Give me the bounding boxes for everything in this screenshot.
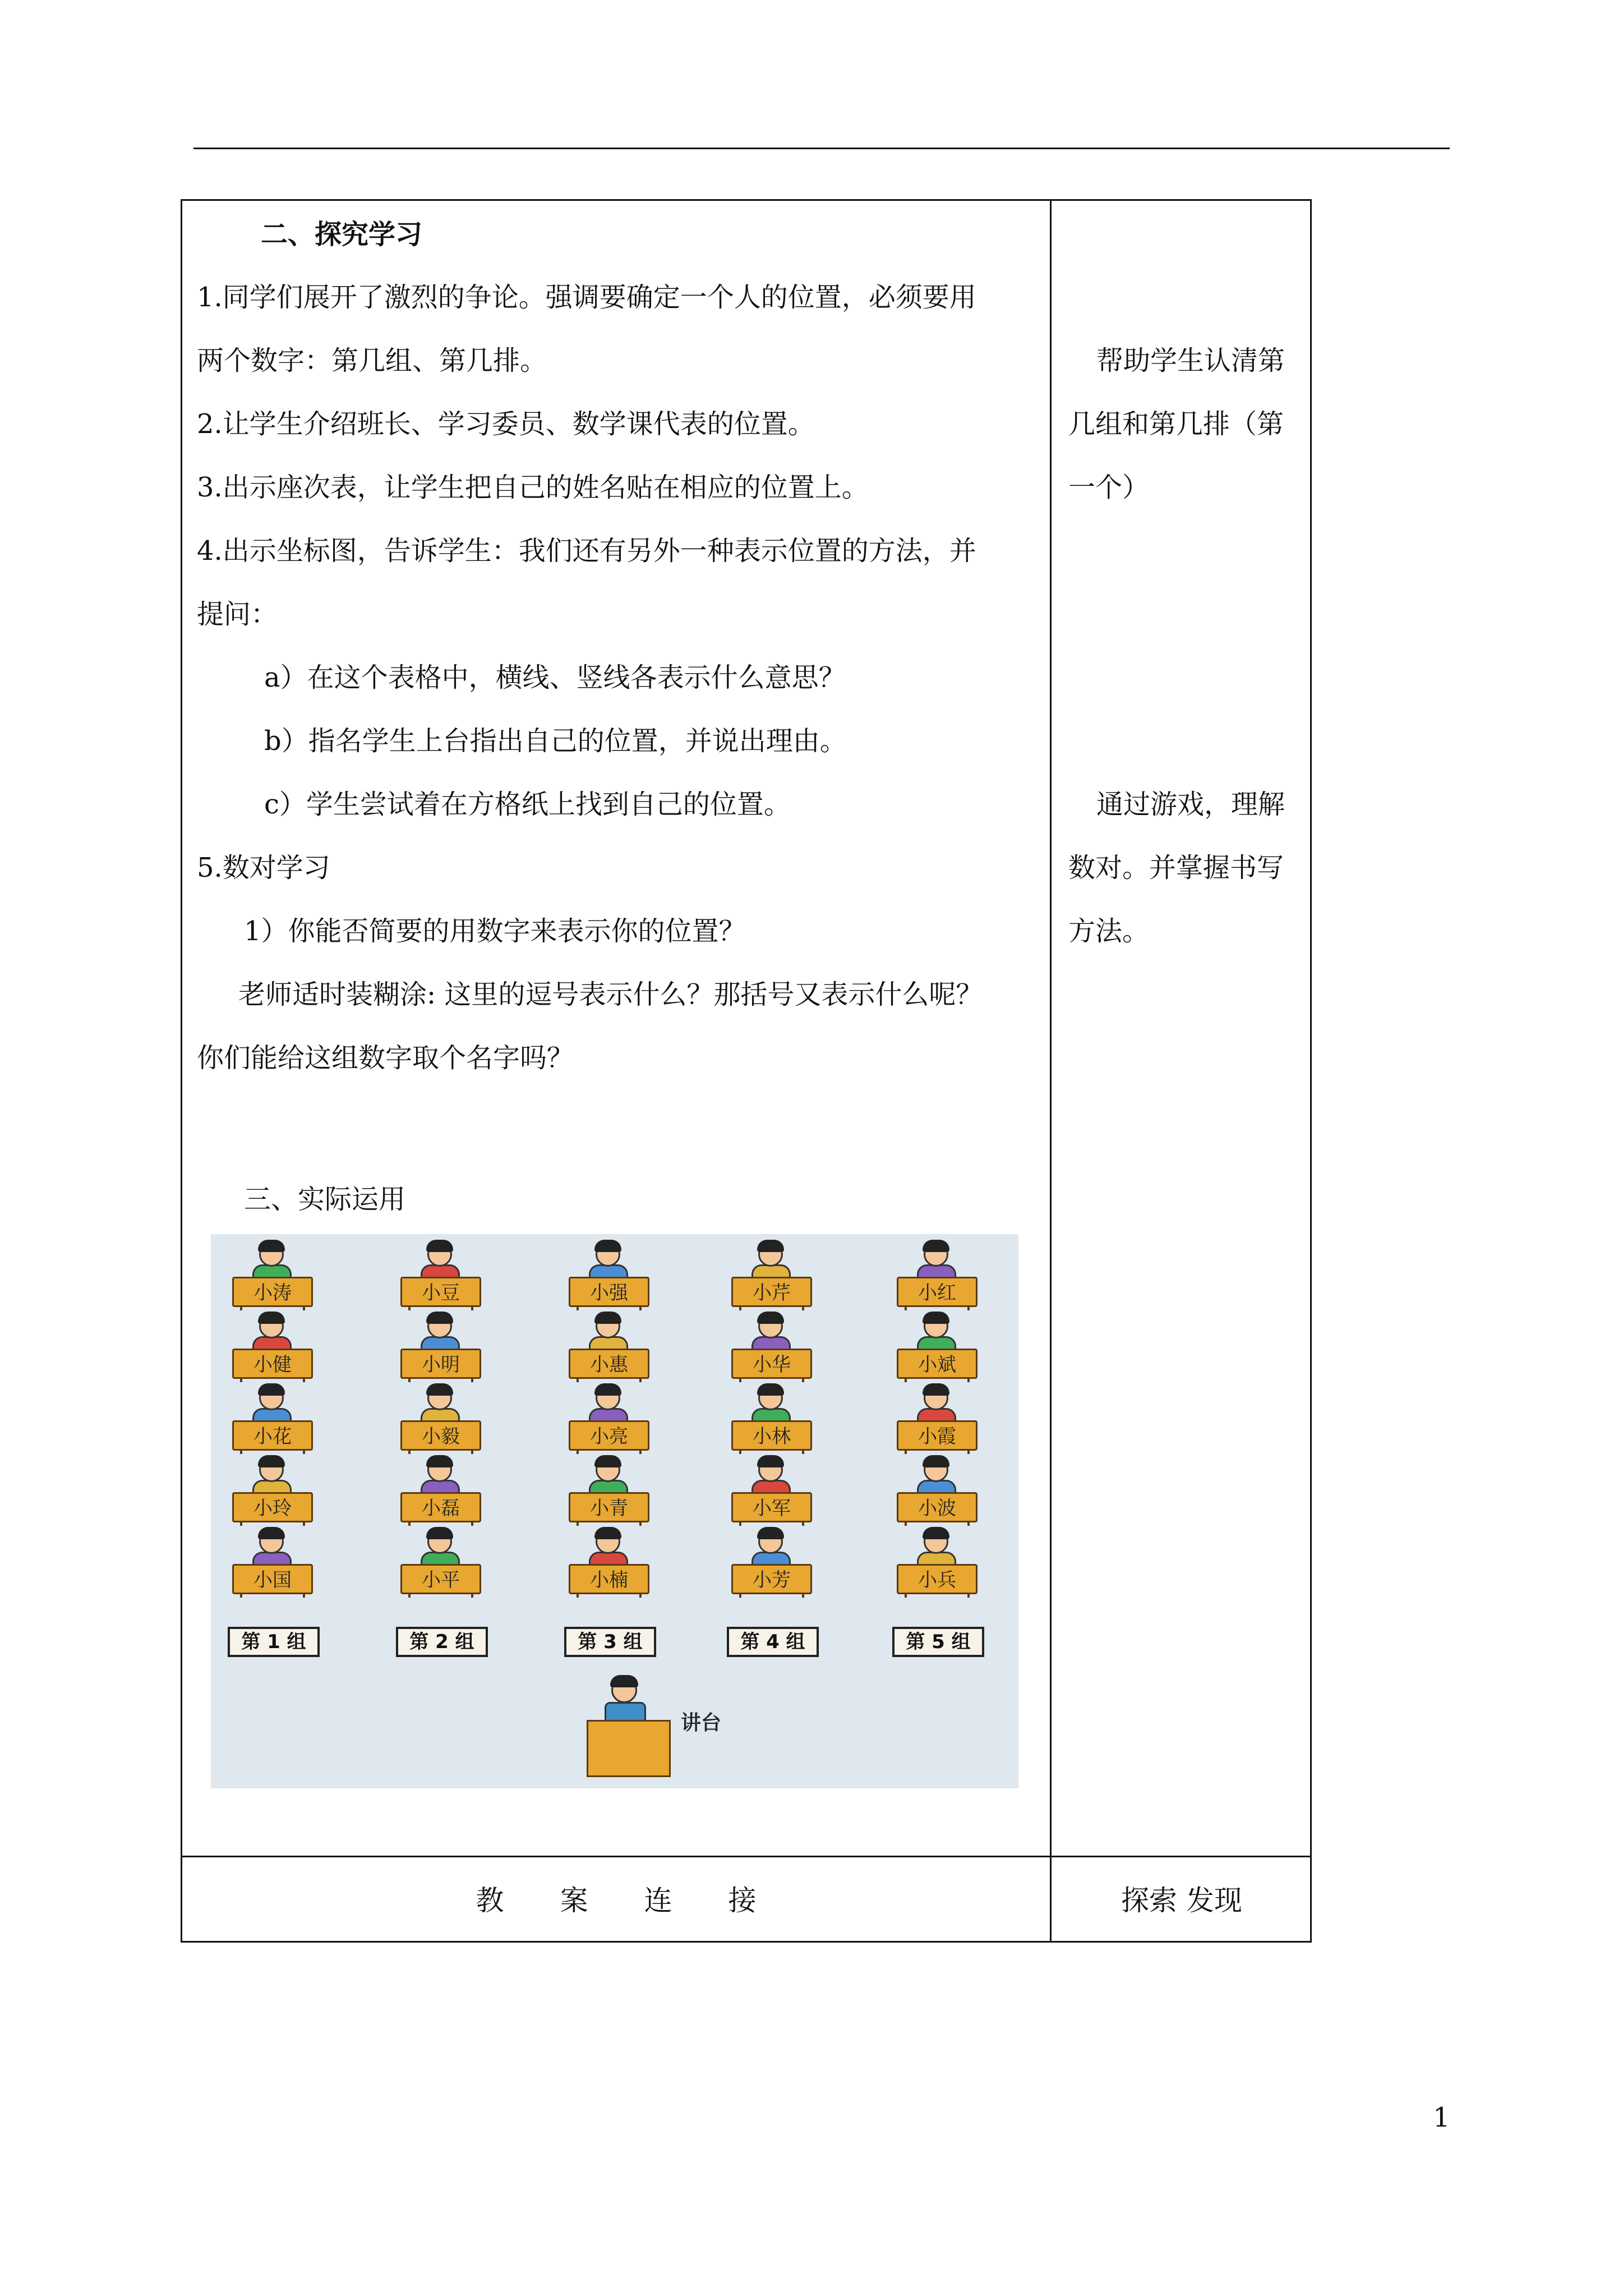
desk-legs	[240, 1521, 305, 1526]
student-desk	[232, 1349, 313, 1379]
student-name: 小芹	[753, 1282, 791, 1304]
student-name: 小军	[753, 1497, 791, 1520]
student-hair	[258, 1527, 285, 1539]
item1-line2: 两个数字：第几组、第几排。	[197, 345, 547, 376]
side-note-2-line1: 通过游戏，理解	[1096, 789, 1285, 820]
desk-legs	[408, 1450, 473, 1454]
student-name: 小惠	[590, 1354, 628, 1376]
student-hair	[757, 1383, 784, 1396]
desk-legs	[577, 1378, 642, 1382]
student-hair	[923, 1312, 949, 1324]
seating-group-5	[887, 1234, 988, 1739]
student-name: 小玲	[253, 1497, 292, 1520]
desk-legs	[408, 1521, 473, 1526]
header-rule	[193, 148, 1450, 149]
student-hair	[594, 1312, 621, 1324]
student-hair	[594, 1527, 621, 1539]
student-desk	[400, 1564, 481, 1594]
student-hair	[594, 1455, 621, 1467]
student-desk	[569, 1277, 649, 1307]
desk-legs	[739, 1450, 804, 1454]
student-hair	[923, 1527, 949, 1539]
student-name: 小健	[253, 1354, 292, 1376]
item4-line2: 提问：	[197, 599, 278, 630]
student-seat	[390, 1457, 491, 1525]
section-three-heading: 三、实际运用	[244, 1184, 406, 1215]
side-note-1-line2: 几组和第几排（第	[1068, 408, 1284, 440]
student-name: 小明	[422, 1354, 460, 1376]
student-seat	[887, 1457, 988, 1525]
item5-note-line2: 你们能给这组数字取个名字吗？	[197, 1042, 574, 1074]
item4b: b）指名学生上台指出自己的位置，并说出理由。	[264, 725, 847, 757]
footer-lesson-link: 教 案 连 接	[476, 1884, 757, 1917]
student-hair	[258, 1383, 285, 1396]
student-seat	[390, 1242, 491, 1309]
desk-legs	[905, 1593, 970, 1598]
desk-legs	[577, 1450, 642, 1454]
student-desk	[731, 1492, 812, 1522]
student-desk	[897, 1492, 978, 1522]
item3: 3.出示座次表，让学生把自己的姓名贴在相应的位置上。	[197, 472, 869, 503]
item5-question: 1）你能否简要的用数字来表示你的位置？	[244, 915, 746, 947]
student-desk	[897, 1564, 978, 1594]
student-desk	[731, 1277, 812, 1307]
student-desk	[569, 1349, 649, 1379]
student-name: 小芳	[753, 1569, 791, 1591]
student-name: 小青	[590, 1497, 628, 1520]
footer-row-divider	[182, 1856, 1310, 1857]
student-hair	[757, 1240, 784, 1252]
student-name: 小楠	[590, 1569, 628, 1591]
side-note-1-line1: 帮助学生认清第	[1096, 345, 1285, 376]
footer-explore: 探索 发现	[1121, 1884, 1242, 1917]
student-seat	[721, 1457, 822, 1525]
student-seat	[721, 1242, 822, 1309]
student-hair	[757, 1455, 784, 1467]
student-seat	[887, 1529, 988, 1596]
group-label: 第 3 组	[564, 1627, 656, 1657]
seating-group-1	[222, 1234, 323, 1739]
student-name: 小红	[918, 1282, 956, 1304]
student-hair	[594, 1383, 621, 1396]
seating-group-2	[390, 1234, 491, 1739]
student-hair	[923, 1455, 949, 1467]
desk-legs	[905, 1450, 970, 1454]
item1-line1: 1.同学们展开了激烈的争论。强调要确定一个人的位置，必须要用	[197, 282, 976, 313]
student-desk	[569, 1564, 649, 1594]
student-seat	[721, 1529, 822, 1596]
student-hair	[757, 1527, 784, 1539]
desk-legs	[240, 1593, 305, 1598]
student-desk	[569, 1420, 649, 1451]
student-name: 小豆	[422, 1282, 460, 1304]
student-name: 小亮	[590, 1425, 628, 1448]
student-name: 小霞	[918, 1425, 956, 1448]
student-desk	[569, 1492, 649, 1522]
student-name: 小强	[590, 1282, 628, 1304]
student-seat	[390, 1529, 491, 1596]
student-name: 小磊	[422, 1497, 460, 1520]
student-desk	[731, 1349, 812, 1379]
student-name: 小国	[253, 1569, 292, 1591]
student-hair	[923, 1240, 949, 1252]
student-hair	[258, 1455, 285, 1467]
desk-legs	[739, 1593, 804, 1598]
student-seat	[559, 1242, 660, 1309]
student-desk	[400, 1492, 481, 1522]
seating-chart-illustration	[211, 1234, 1018, 1788]
student-hair	[426, 1383, 453, 1396]
student-seat	[721, 1386, 822, 1453]
student-desk	[731, 1564, 812, 1594]
desk-legs	[577, 1593, 642, 1598]
student-desk	[232, 1492, 313, 1522]
student-name: 小华	[753, 1354, 791, 1376]
desk-legs	[739, 1378, 804, 1382]
page-number: 1	[1433, 2102, 1450, 2133]
desk-legs	[240, 1306, 305, 1310]
student-seat	[887, 1314, 988, 1381]
desk-legs	[408, 1378, 473, 1382]
item4c: c）学生尝试着在方格纸上找到自己的位置。	[264, 789, 791, 820]
student-hair	[426, 1455, 453, 1467]
student-seat	[559, 1529, 660, 1596]
student-desk	[731, 1420, 812, 1451]
student-name: 小花	[253, 1425, 292, 1448]
student-hair	[594, 1240, 621, 1252]
desk-legs	[408, 1593, 473, 1598]
item5-note-line1: 老师适时装糊涂: 这里的逗号表示什么？那括号又表示什么呢？	[238, 979, 983, 1010]
column-divider	[1050, 201, 1052, 1941]
desk-legs	[739, 1521, 804, 1526]
student-seat	[222, 1242, 323, 1309]
podium-label: 讲台	[681, 1711, 722, 1734]
student-name: 小兵	[918, 1569, 956, 1591]
student-name: 小波	[918, 1497, 956, 1520]
group-label: 第 4 组	[727, 1627, 819, 1657]
desk-legs	[905, 1378, 970, 1382]
student-hair	[757, 1312, 784, 1324]
desk-legs	[577, 1521, 642, 1526]
desk-legs	[240, 1450, 305, 1454]
item4-line1: 4.出示坐标图，告诉学生：我们还有另外一种表示位置的方法，并	[197, 535, 976, 567]
student-desk	[897, 1277, 978, 1307]
student-name: 小涛	[253, 1282, 292, 1304]
item2: 2.让学生介绍班长、学习委员、数学课代表的位置。	[197, 408, 815, 440]
group-label: 第 2 组	[396, 1627, 488, 1657]
student-desk	[400, 1420, 481, 1451]
desk-legs	[739, 1306, 804, 1310]
side-note-2-line2: 数对。并掌握书写	[1068, 852, 1284, 884]
student-seat	[559, 1457, 660, 1525]
side-note-1-line3: 一个）	[1068, 472, 1150, 503]
student-seat	[559, 1314, 660, 1381]
student-desk	[897, 1349, 978, 1379]
student-seat	[559, 1386, 660, 1453]
student-hair	[923, 1383, 949, 1396]
student-seat	[887, 1242, 988, 1309]
item4a: a）在这个表格中，横线、竖线各表示什么意思？	[264, 662, 846, 693]
seating-group-3	[559, 1234, 660, 1739]
desk-legs	[905, 1306, 970, 1310]
desk-legs	[905, 1521, 970, 1526]
group-label: 第 1 组	[228, 1627, 320, 1657]
student-name: 小斌	[918, 1354, 956, 1376]
student-seat	[390, 1314, 491, 1381]
desk-legs	[408, 1306, 473, 1310]
side-note-2-line3: 方法。	[1068, 915, 1150, 947]
section-two-heading: 二、探究学习	[261, 219, 423, 250]
student-name: 小林	[753, 1425, 791, 1448]
student-hair	[258, 1312, 285, 1324]
desk-legs	[240, 1378, 305, 1382]
student-seat	[721, 1314, 822, 1381]
student-hair	[258, 1240, 285, 1252]
student-desk	[400, 1277, 481, 1307]
student-seat	[390, 1386, 491, 1453]
desk-legs	[577, 1306, 642, 1310]
student-seat	[222, 1457, 323, 1525]
student-name: 小平	[422, 1569, 460, 1591]
student-hair	[426, 1240, 453, 1252]
group-label: 第 5 组	[892, 1627, 984, 1657]
item5: 5.数对学习	[197, 852, 330, 884]
seating-group-4	[721, 1234, 822, 1739]
student-seat	[222, 1314, 323, 1381]
student-name: 小毅	[422, 1425, 460, 1448]
student-desk	[232, 1277, 313, 1307]
student-desk	[897, 1420, 978, 1451]
student-seat	[222, 1529, 323, 1596]
student-hair	[426, 1527, 453, 1539]
student-desk	[400, 1349, 481, 1379]
student-desk	[232, 1564, 313, 1594]
student-desk	[232, 1420, 313, 1451]
student-hair	[426, 1312, 453, 1324]
student-seat	[222, 1386, 323, 1453]
student-seat	[887, 1386, 988, 1453]
